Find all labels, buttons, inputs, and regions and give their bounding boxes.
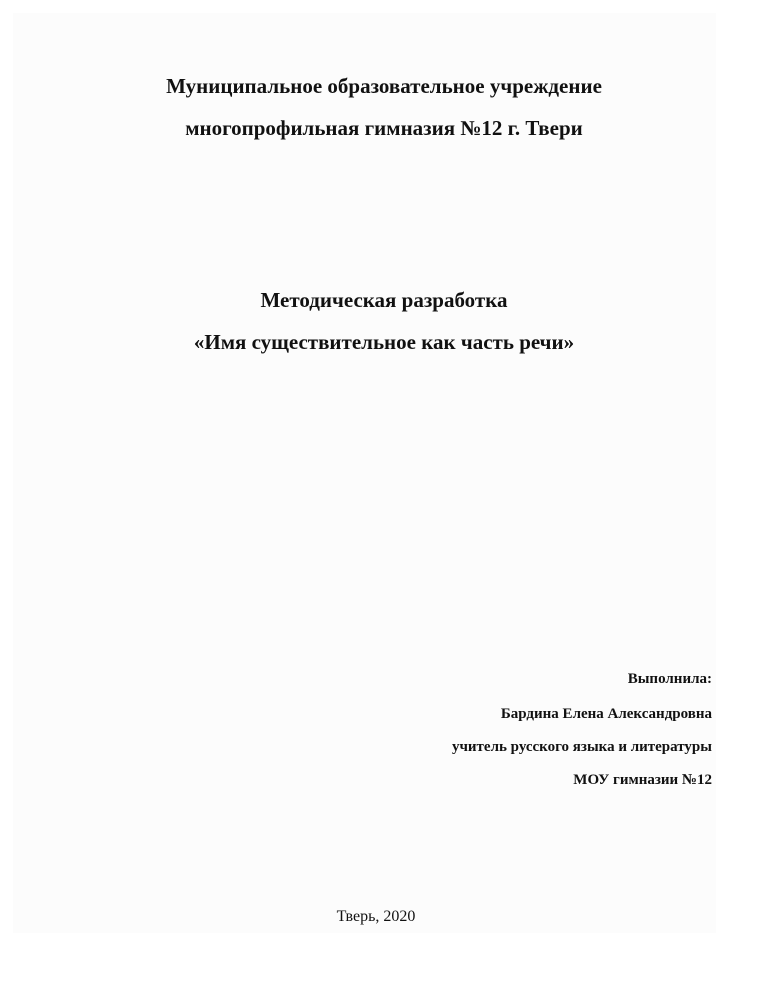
author-label: Выполнила: (627, 671, 712, 687)
work-type: Методическая разработка (260, 288, 508, 312)
institution-name-line-1: Муниципальное образовательное учреждение (166, 74, 602, 98)
author-school: МОУ гимназии №12 (573, 772, 712, 788)
institution-name-line-2: многопрофильная гимназия №12 г. Твери (185, 116, 583, 140)
author-name: Бардина Елена Александровна (500, 706, 712, 722)
work-title: «Имя существительное как часть речи» (193, 330, 575, 354)
page-sheet (13, 13, 716, 933)
author-position: учитель русского языка и литературы (451, 739, 712, 755)
city-year: Тверь, 2020 (336, 908, 416, 925)
